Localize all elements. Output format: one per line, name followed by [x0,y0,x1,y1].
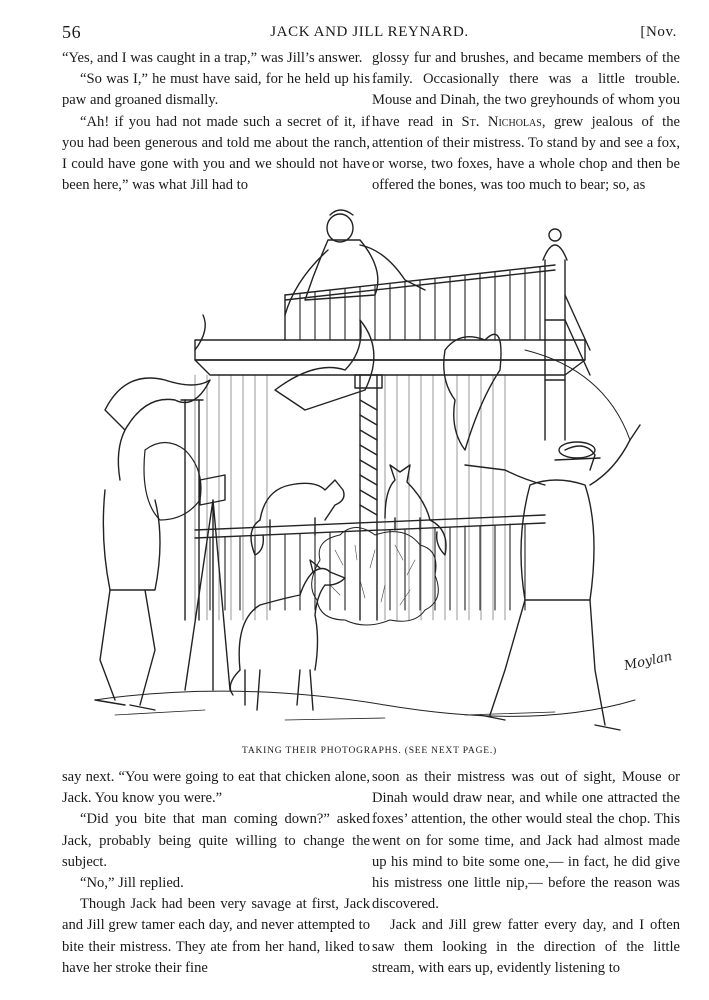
paragraph: soon as their mistress was out of sight, Mouse or Dinah would draw near, and while one attracted the foxes’ attention, the other would steal the chop. This went on for some time, and Jack had almost made up his mind to bite some one,— in fact, he did give his mistress one little nip,— before the reason was discovered. [372,769,680,913]
paragraph: “Ah! if you had not made such a secret of it, if you had been generous and told me about the ranch, I could have gone with you and we should not have been here,” was what Jill had to [62,113,370,194]
engraving-drawing [85,200,674,740]
illustration-taking-their-photographs [85,200,674,740]
paragraph: glossy fur and brushes, and became members of the family. Occasionally there was a little trouble. Mouse and Dinah, the two greyhounds of whom you have read in St. Nicholas, grew jealous of the attention of their mistress. To stand by and see a fox, or worse, two foxes, have a whole chop and then be offered the bones, was too much to bear; so, as [372,50,680,194]
running-header [62,22,677,44]
paragraph: say next. “You were going to eat that chicken alone, Jack. You know you were.” [62,769,370,807]
artist-signature: Moylan [622,649,674,674]
running-title: JACK AND JILL REYNARD. [270,24,469,40]
paragraph: “Did you bite that man coming down?” asked Jack, probably being quite willing to change the subject. [62,811,370,870]
page-number: 56 [62,22,82,42]
top-left-column [62,48,370,196]
illustration-caption: TAKING THEIR PHOTOGRAPHS. (SEE NEXT PAGE.) [242,746,497,756]
paragraph: Though Jack had been very savage at first, Jack and Jill grew tamer each day, and never attempted to bite their mistress. They ate from her hand, liked to have her stroke their fine [62,896,370,976]
paragraph: “Yes, and I was caught in a trap,” was Jill’s answer. [62,50,363,66]
magazine-name: St. Nicholas [461,113,542,130]
bottom-left-column [62,767,370,979]
paragraph: “No,” Jill replied. [80,875,184,892]
paragraph: “So was I,” he must have said, for he held up his paw and groaned dismally. [62,71,370,109]
issue-month: [Nov. [640,24,677,40]
top-right-column [372,48,680,196]
paragraph: Jack and Jill grew fatter every day, and I often saw them looking in the direction of the little stream, with ears up, evidently listening to [372,917,680,976]
bottom-right-column [372,767,680,979]
